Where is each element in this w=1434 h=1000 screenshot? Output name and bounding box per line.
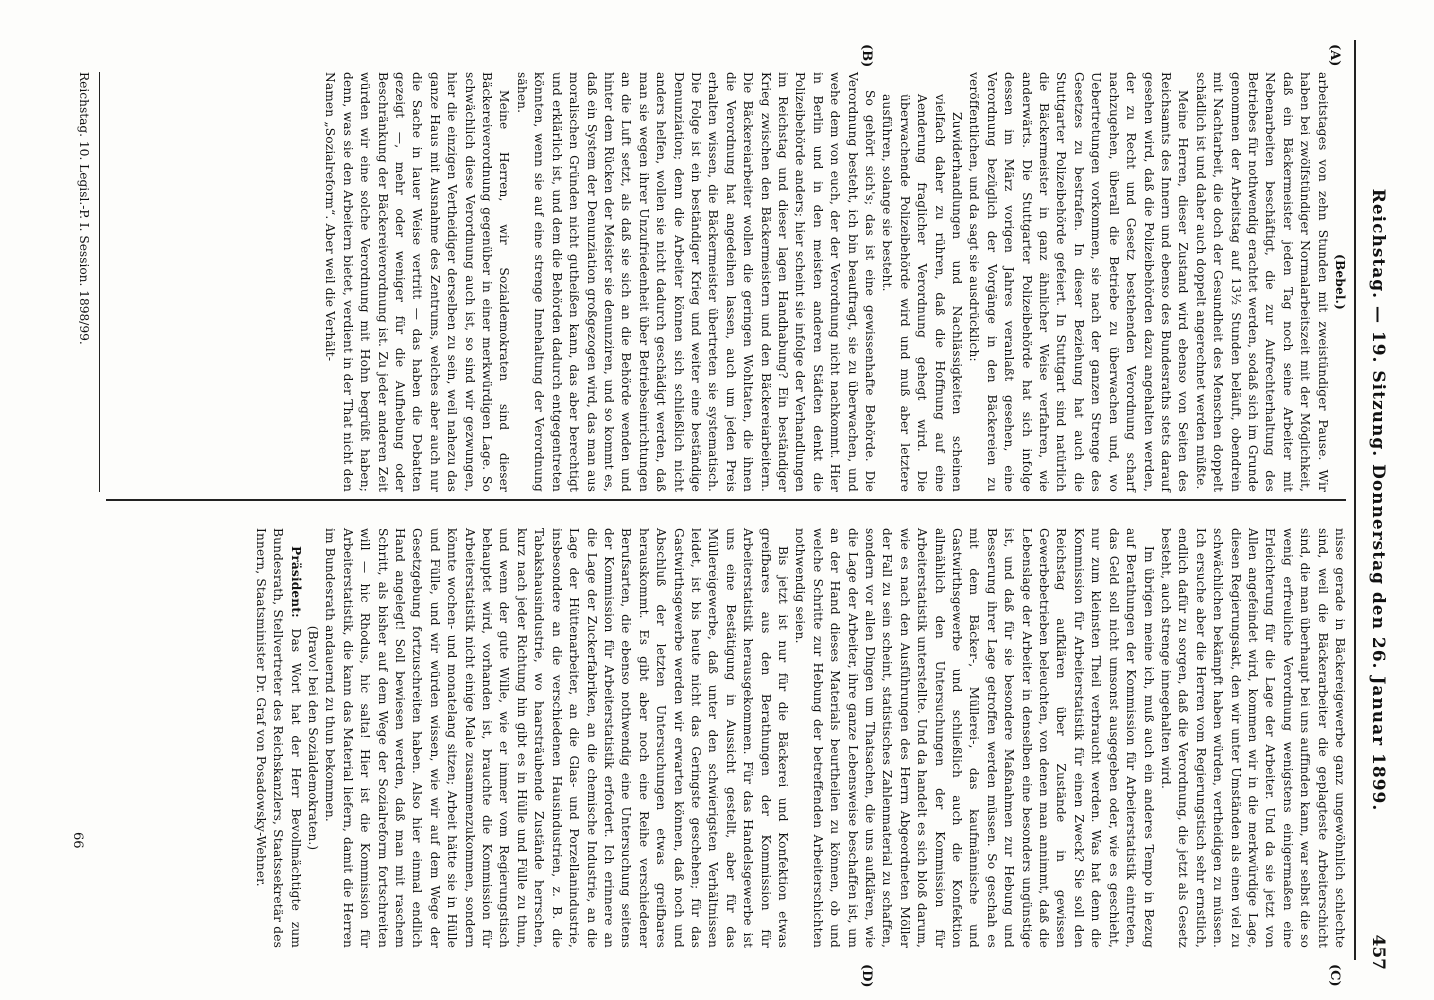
paragraph: Meine Herren, wir Sozialdemokraten sind dieser Bäckereiverordnung gegenüber in einer merkwürdigen Lage. So schwächlich diese Verordnung auch ist, so sind wir gezwungen, hier die einzigen Vertheidiger derselben zu sein, weil nahezu das ganze Haus mit Ausnahme des Zentrums, welches aber auch nur die Sache in lauer Weise vertritt — das haben die Debatten gezeigt —, mehr oder weniger für die Aufhebung oder Beschränkung der Bäckereiverordnung ist. Zu jeder anderen Zeit würden wir eine solche Verordnung mit Hohn begrüßt haben; denn, was sie den Arbeitern bietet, verdient in der That nicht den Namen „Sozialreform“. Aber weil die Verhält- [323, 72, 512, 492]
quotation: Zuwiderhandlungen und Nachlässigkeiten scheinen vielfach daher zu rühren, daß die Hoffnung auf eine Aenderung fraglicher Verordnung gehegt wird. Die überwachende Polizeibehörde wird und muß aber letztere ausführen, solange sie besteht. [880, 94, 965, 492]
president-label: Präsident: [288, 546, 303, 618]
paragraph: Bis jetzt ist nur für die Bäckerei und Konfektion etwas greifbares aus den Berathungen der Kommission für Arbeiterstatistik herausgekommen. Für das Handelsgewerbe ist uns eine Bestätigung in Aussicht gestellt, aber für das Müllereigewerbe, daß unter den schwierigsten Verhältnissen leidet, ist bis heute nicht das Geringste geschehen; für das Gastwirthsgewerbe werden wir erwarten können, daß noch und Abschluß der letzten Untersuchungen etwas greifbares herauskommt. Es gibt aber noch eine Reihe verschiedener Berufsarten, die ebenso nothwendig eine Untersuchung seitens der Kommission für Arbeiterstatistik erfordert. Ich erinnere an die Lage der Zuckerfabriken, an die chemische Industrie, an die Lage der Hüttenarbeiter, an die Glas- und Porzellanindustrie, insbesondere an die verschiedenen Hausindustrien, z. B. die Tabakshausindustrie, wo haarsträubende Zustände herrschen, kurz nach jeder Richtung hin gibt es in Hülle und Fülle zu thun, und wenn der gute Wille, wie er immer vom Regierungstisch behauptet wird, vorhanden ist, brauchte die Kommission für Arbeiterstatistik nicht einige Male zusammenzukommen, sondern könnte wochen- und monatelang sitzen; Arbeit hätte sie in Hülle und Fülle, und wir würden wissen, wie wir auf dem Wege der Gesetzgebung fortzuschreiten haben. Also hier einmal endlich Hand angelegt! Soll bewiesen werden, daß man mit raschem Schritt, als bisher auf dem Wege der Sozialreform fortschreiten will — hic Rhodus, hic salta! Hier ist die Kommission für Arbeiterstatistik, die kann das Material liefern, damit die Herren im Bundesrath andauernd zu thun bekommen. [323, 528, 790, 948]
paragraph: So gehört sich's; das ist eine gewissenhafte Behörde. Die Verordnung besteht, ich bin beauftragt, sie zu überwachen, und wehe dem von euch, der der Verordnung nicht nachkommt. Hier in Berlin und in den meisten anderen Städten denkt die Polizeibehörde anders; hier scheint sie infolge der Verhandlungen im Reichstag und dieser lagen Handhabung? Ein beständiger Krieg zwischen den Bäckermeistern und den Bäckereiarbeitern. Die Bäckereiarbeiter wollen die geringen Wohltaten, die ihnen die Verordnung hat angedeihen lassen, auch um jeden Preis erhalten wissen, die Bäckermeister übertreten sie systematisch. Die Folge ist ein beständiger Krieg und weiter eine beständige Denunziation; denn die Arbeiter können sich schließlich nicht anders helfen, wollen sie nicht dadurch geschädigt werden, daß man sie wegen ihrer Unzufriedenheit über Betriebseinrichtungen an die Luft setzt, als daß sie sich an die Behörde wenden und hinter dem Rücken der Meister sie denunziren, und so kommt es, daß ein System der Denunziation großgezogen wird, das man aus moralischen Gründen nicht gutheißen kann, das aber berechtigt und erklärlich ist, und dem die Behörden dadurch entgegentreten könnten, wenn sie auf eine strenge Innehaltung der Verordnung sähen. [514, 72, 878, 492]
paragraph: Meine Herren, dieser Zustand wird ebenso von Seiten des Reichsamts des Innern und ebenso des Bundesraths stets darauf gesehen wird, daß die Polizeibehörden dazu angehalten werden, der zu Recht und Gesetz bestehenden Verordnung scharf nachzugehen, überall die Betriebe zu überwachen und, wo Uebertretungen vorkommen, sie nach der ganzen Strenge des Gesetzes zu bestrafen. In dieser Beziehung hat auch die Stuttgarter Polizeibehörde gefeiert. In Stuttgart sind natürlich die Bäckermeister in ganz ähnlicher Weise verfahren, wie anderwärts. Die Stuttgarter Polizeibehörde hat sich infolge dessen im März vorigen Jahres veranlaßt gesehen, eine Verordnung bezüglich der Vorgänge in den Bäckereien zu veröffentlichen, und da sagt sie ausdrücklich: [967, 72, 1191, 492]
applause-note: (Bravo! bei den Sozialdemokraten.) [306, 625, 321, 851]
margin-letter-a: (A) [1327, 44, 1342, 67]
page-title: Reichstag. — 19. Sitzung. Donnerstag den 26. Januar 1899. [1368, 188, 1388, 812]
column-divider [106, 499, 1346, 501]
margin-letter-b: (B) [859, 44, 874, 68]
page-number-bottom: 66 [70, 832, 85, 849]
paragraph: Im übrigen meine ich, muß auch ein anderes Tempo in Bezug auf Berathungen der Kommission für Arbeiterstatistik eintreten, das Geld soll nicht umsonst ausgegeben oder, wie es geschieht, nur zum kleinsten Theil verbraucht werden. Was hat denn die Kommission für Arbeiterstatistik für einen Zweck? Sie soll den Reichstag aufklären über Zustände in gewissen Gewerbebetrieben beleuchten, von denen man annimmt, daß die Lebenslage der Arbeiter in denselben eine besonders ungünstige ist, und daß für sie besondere Maßnahmen zur Hebung und Besserung ihrer Lage getroffen werden müssen. So geschah es mit dem Bäcker-, Müllerei-, das kaufmännische und Gastwirthsgewerbe und schließlich auch die Konfektion allmählich den Untersuchungen der Kommission für Arbeiterstatistik unterstellte. Und da handelt es sich bloß darum, wie es nach den Ausführungen des Herrn Abgeordneten Möller der Fall zu sein scheint, statistisches Zahlenmaterial zu schaffen, sondern vor allen Dingen um Thatsachen, die uns aufklären, wie die Lage der Arbeiter, ihre ganze Lebensweise beschaffen ist, um an der Hand dieses Materials beurtheilen zu können, ob und welche Schritte zur Hebung der betreffenden Arbeiterschichten nothwendig seien. [793, 528, 1156, 948]
president-text: Das Wort hat der Herr Bevollmächtigte zum Bundesrath, Stellvertreter des Reichskanzlers, Staatssekretär des Innern, Staatsminister Dr. Graf von Posadowsky-Wehner. [253, 528, 303, 949]
margin-letter-d: (D) [859, 964, 874, 988]
footer-rule [99, 72, 100, 492]
paragraph: arbeitstages von zehn Stunden mit zweistündiger Pause. Wir haben bei zwölfstündiger Normalarbeitszeit mit der Möglichkeit, daß ein Bäckermeister jeden Tag noch seine Arbeiter mit Nebenarbeiten beschäftigt, die zur Aufrechterhaltung des Betriebes für nothwendig erachtet werden, sodaß sich im Grunde genommen der Arbeitstag auf 13½ Stunden beläuft, obendrein mit Nachtarbeit, die doch der Gesundheit des Menschen doppelt schädlich ist und daher auch doppelt angerechnet werden müßte. [1193, 72, 1330, 492]
page-footer [70, 72, 92, 849]
left-column [321, 72, 1348, 492]
page-header [1360, 0, 1394, 1000]
margin-letter-c: (C) [1327, 964, 1342, 987]
president-paragraph [251, 528, 303, 948]
paragraph: nisse gerade in Bäckereigewerbe ganz ungewöhnlich schlechte sind, weil die Bäckerarbeiter die geplagteste Arbeiterschicht sind, die man überhaupt bei uns auffinden kann, war selbst die so wenig erfreuliche Verordnung wenigstens einigermaßen eine Erleichterung für die Lage der Arbeiter. Und da sie jetzt von Allen angefeindet wird, kommen wir in die merkwürdige Lage, diesen Regierungsakt, den wir unter Umständen als einen viel zu schwächlichen bekämpft haben würden, vertheidigen zu müssen. Ich ersuche aber die Herren vom Regierungstisch sehr ernstlich, endlich dafür zu sorgen, daß die Verordnung, die jetzt als Gesetz besteht, auch strenge innegehalten wird. [1158, 528, 1347, 948]
right-column [251, 528, 1348, 948]
page-number-top: 457 [1368, 934, 1388, 970]
session-line: Reichstag. 10. Legisl.-P. I. Session. 1898/99. [77, 72, 91, 345]
header-rule [1354, 40, 1356, 960]
speaker-tag: (Bebel.) [1333, 254, 1347, 310]
